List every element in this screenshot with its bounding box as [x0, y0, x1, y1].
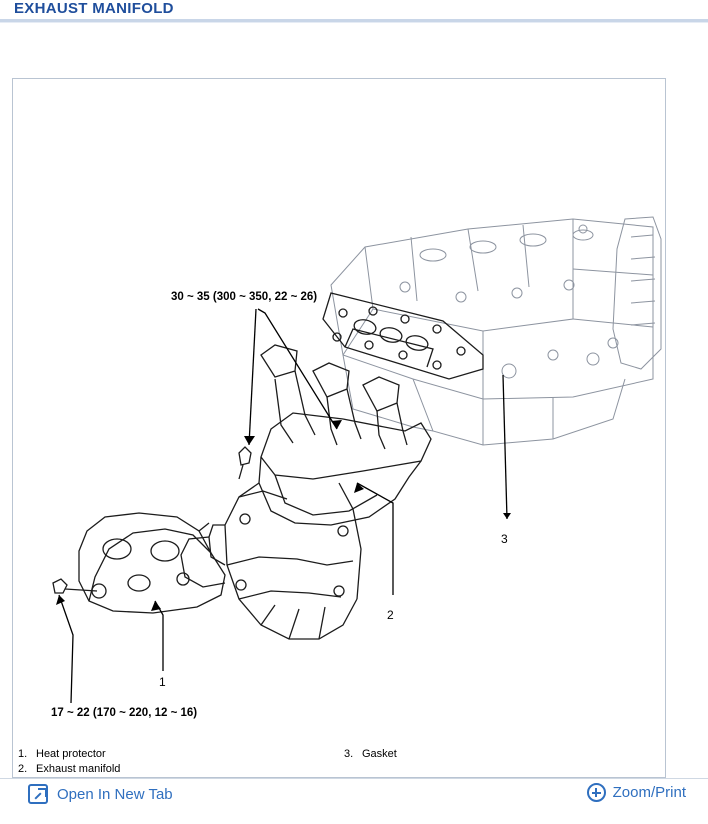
callout-ref-1: 1	[159, 675, 166, 689]
list-item	[344, 747, 397, 762]
open-in-new-tab-label: Open In New Tab	[57, 785, 173, 803]
callout-ref-3: 3	[501, 532, 508, 546]
legend-number: 2.	[18, 763, 28, 775]
zoom-print-label: Zoom/Print	[612, 784, 686, 801]
callout-ref-2: 2	[387, 608, 394, 622]
figure-frame	[12, 78, 666, 778]
legend-label: Exhaust manifold	[36, 763, 121, 775]
zoom-print-button[interactable]	[587, 783, 686, 802]
list-item	[18, 762, 120, 777]
page-title: EXHAUST MANIFOLD	[14, 0, 174, 17]
callout-torque-lower: 17 ~ 22 (170 ~ 220, 12 ~ 16)	[51, 707, 198, 719]
external-link-icon	[28, 784, 48, 804]
callout-torque-upper: 30 ~ 35 (300 ~ 350, 22 ~ 26)	[171, 291, 318, 303]
open-in-new-tab-button[interactable]	[28, 784, 173, 804]
legend-label: Gasket	[362, 748, 397, 760]
title-divider-secondary	[0, 22, 708, 23]
list-item	[18, 747, 120, 762]
legend-column-right	[344, 747, 397, 762]
legend-label: Heat protector	[36, 748, 106, 760]
legend-number: 1.	[18, 748, 28, 760]
zoom-in-icon	[587, 783, 606, 802]
exhaust-manifold-diagram	[13, 79, 665, 777]
legend-column-left	[18, 747, 120, 777]
legend-number: 3.	[344, 748, 354, 760]
